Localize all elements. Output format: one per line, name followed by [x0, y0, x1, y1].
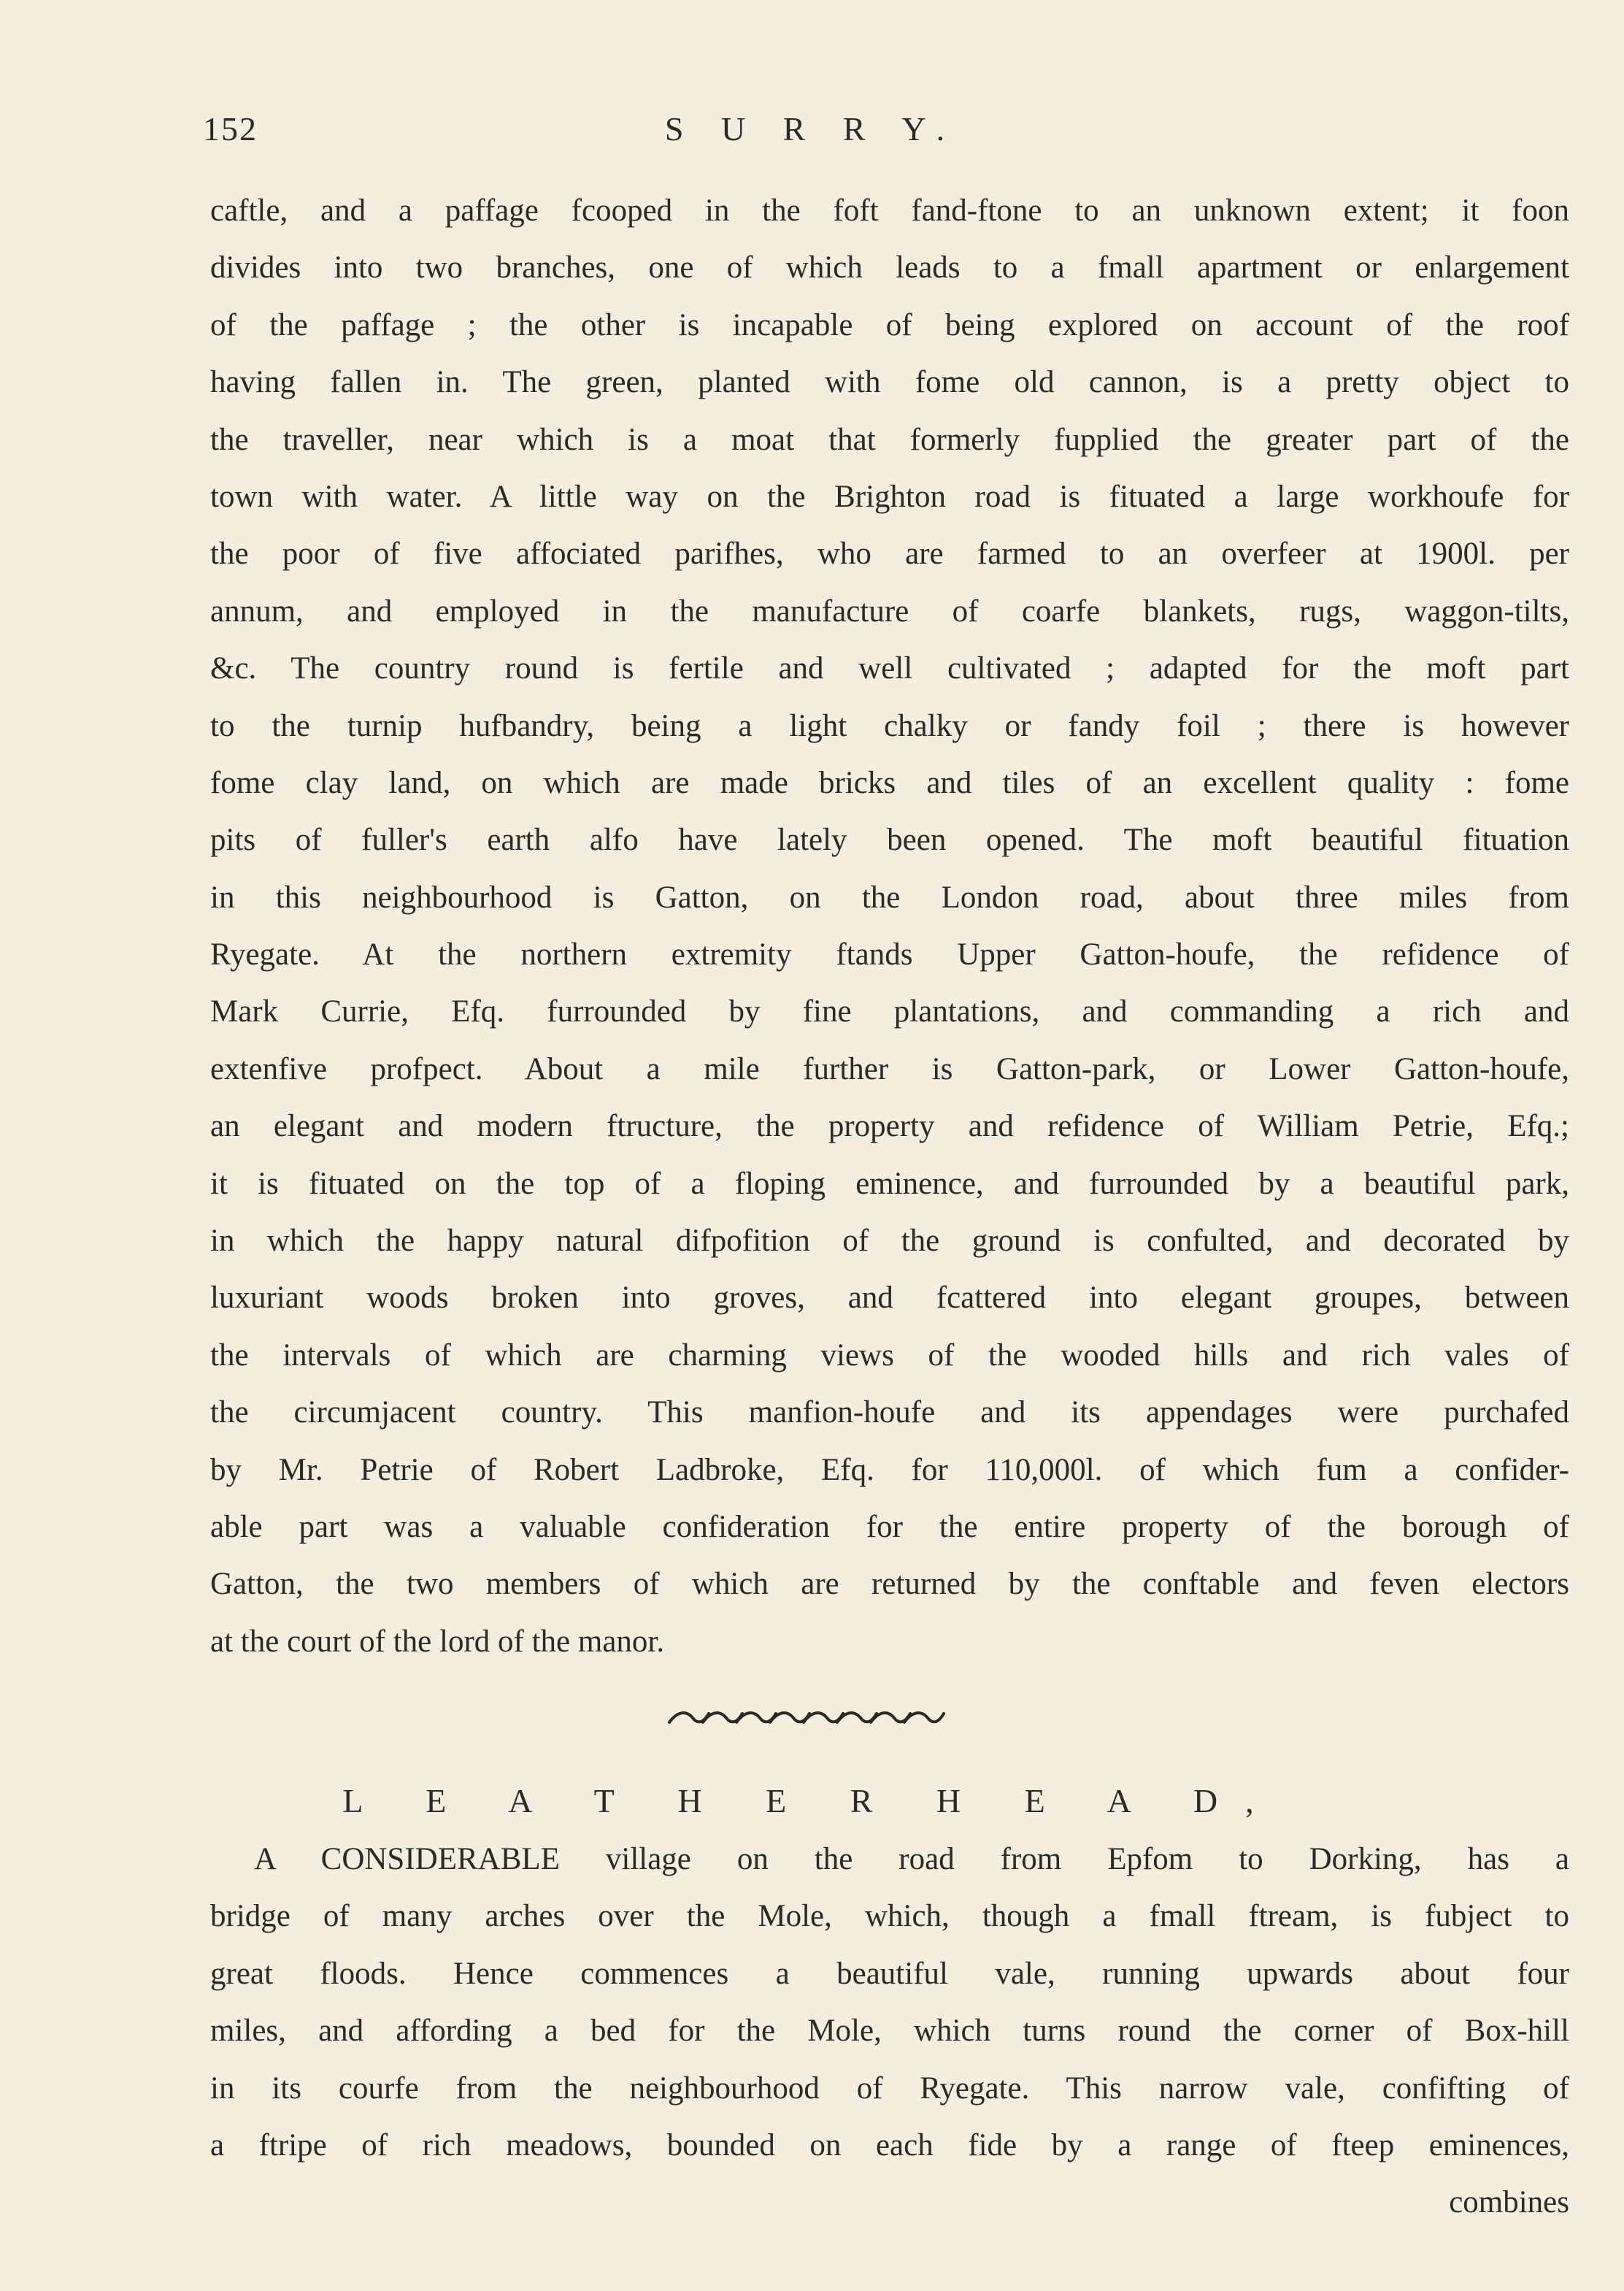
text-line: in this neighbourhood is Gatton, on the London road, about three miles from [210, 880, 1569, 915]
text-line: extenfive profpect. About a mile further is Gatton-park, or Lower Gatton-houfe, [210, 1051, 1569, 1086]
text-line: caftle, and a paffage fcooped in the foft fand-ftone to an unknown extent; it foon [210, 193, 1569, 228]
text-line: in its courfe from the neighbourhood of Ryegate. This narrow vale, confifting of [210, 2071, 1569, 2106]
text-line: miles, and affording a bed for the Mole, which turns round the corner of Box-hill [210, 2014, 1569, 2049]
section-paragraph [210, 1831, 1569, 2232]
text-line: having fallen in. The green, planted with fome old cannon, is a pretty object to [210, 365, 1569, 400]
text-line: luxuriant woods broken into groves, and fcattered into elegant groupes, between [210, 1281, 1569, 1316]
text-line: divides into two branches, one of which leads to a fmall apartment or enlargement [210, 250, 1569, 285]
text-line: the traveller, near which is a moat that formerly fupplied the greater part of the [210, 422, 1569, 457]
text-line: at the court of the lord of the manor. [210, 1624, 665, 1659]
text-line: bridge of many arches over the Mole, which, though a fmall ftream, is fubject to [210, 1899, 1569, 1934]
section-heading: L E A T H E R H E A D, [342, 1782, 1282, 1819]
text-line: town with water. A little way on the Brighton road is fituated a large workhoufe for [210, 479, 1569, 514]
text-line: the poor of five affociated parifhes, who are farmed to an overfeer at 1900l. per [210, 537, 1569, 572]
text-line: Ryegate. At the northern extremity ftands Upper Gatton-houfe, the refidence of [210, 937, 1569, 972]
text-line: great floods. Hence commences a beautiful vale, running upwards about four [210, 1956, 1569, 1991]
text-line: it is fituated on the top of a floping eminence, and furrounded by a beautiful park, [210, 1166, 1569, 1201]
text-line: an elegant and modern ftructure, the property and refidence of William Petrie, Efq.; [210, 1109, 1569, 1144]
catchword: combines [1449, 2185, 1569, 2220]
text-line: of the paffage ; the other is incapable of being explored on account of the roof [210, 307, 1569, 342]
text-line: by Mr. Petrie of Robert Ladbroke, Efq. for 110,000l. of which fum a confider- [210, 1452, 1569, 1487]
text-line: Gatton, the two members of which are returned by the conftable and feven electors [210, 1567, 1569, 1602]
text-line: a ftripe of rich meadows, bounded on each fide by a range of fteep eminences, [210, 2127, 1569, 2163]
text-line: Mark Currie, Efq. furrounded by fine plantations, and commanding a rich and [210, 994, 1569, 1029]
text-line: able part was a valuable confideration for the entire property of the borough of [210, 1509, 1569, 1544]
text-line: the intervals of which are charming views of the wooded hills and rich vales of [210, 1338, 1569, 1373]
text-line: in which the happy natural difpofition of the ground is confulted, and decorated by [210, 1224, 1569, 1259]
wave-ornament-icon [0, 1703, 1624, 1732]
text-line: annum, and employed in the manufacture of coarfe blankets, rugs, waggon-tilts, [210, 594, 1569, 629]
text-line: &c. The country round is fertile and well cultivated ; adapted for the moft part [210, 651, 1569, 686]
text-line: fome clay land, on which are made bricks and tiles of an excellent quality : fome [210, 765, 1569, 800]
text-line: A CONSIDERABLE village on the road from Epfom to Dorking, has a [254, 1842, 1569, 1876]
running-title: S U R R Y. [664, 110, 960, 147]
main-paragraph [210, 183, 1569, 1670]
text-line: pits of fuller's earth alfo have lately been opened. The moft beautiful fituation [210, 823, 1569, 858]
wave-ornament-svg [666, 1703, 958, 1732]
text-line: to the turnip hufbandry, being a light chalky or fandy foil ; there is however [210, 708, 1569, 743]
page-number: 152 [203, 110, 258, 147]
text-line: the circumjacent country. This manfion-houfe and its appendages were purchafed [210, 1395, 1569, 1430]
